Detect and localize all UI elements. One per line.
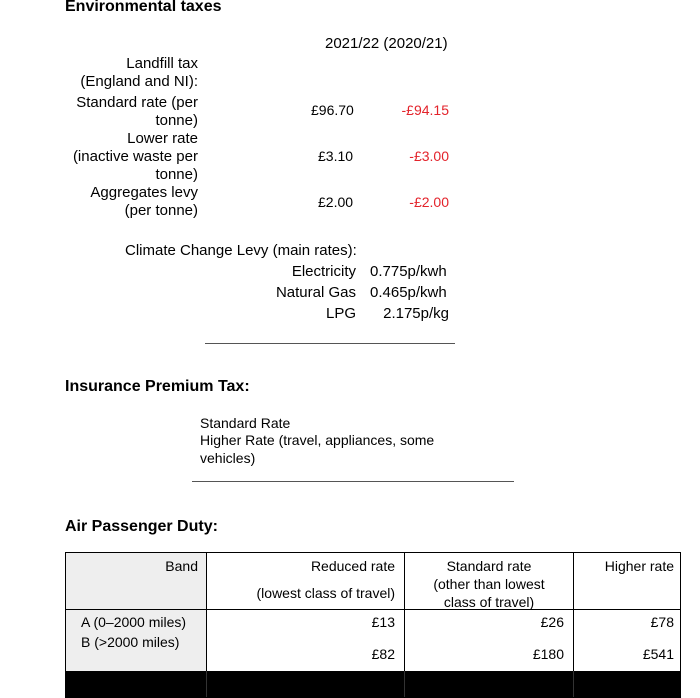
ccl-lpg-rate: 2.175p/kg bbox=[383, 305, 449, 322]
ccl-lpg-label: LPG bbox=[325, 305, 356, 322]
lower-rate-current: £3.10 bbox=[318, 148, 354, 164]
band-a-standard: £26 bbox=[540, 614, 564, 630]
ipt-higher-rate: Higher Rate (travel, appliances, some bbox=[200, 432, 435, 448]
climate-change-levy-heading: Climate Change Levy (main rates): bbox=[125, 242, 357, 259]
band-b-reduced: £82 bbox=[371, 646, 395, 662]
column-divider bbox=[573, 553, 574, 673]
col-header-standard-rate: Standard rate bbox=[446, 558, 532, 574]
col-header-reduced-rate: Reduced rate bbox=[310, 558, 395, 574]
lower-rate-label-end: tonne) bbox=[155, 166, 198, 183]
standard-rate-previous: -£94.15 bbox=[401, 102, 449, 118]
band-a-reduced: £13 bbox=[371, 614, 395, 630]
ccl-electricity-label: Electricity bbox=[291, 263, 356, 280]
aggregates-levy-label-cont: (per tonne) bbox=[124, 202, 198, 219]
air-passenger-duty-table bbox=[65, 552, 681, 698]
band-b-standard: £180 bbox=[532, 646, 564, 662]
column-divider bbox=[206, 553, 207, 673]
aggregates-levy-current: £2.00 bbox=[318, 194, 354, 210]
col-header-higher-rate: Higher rate bbox=[604, 558, 674, 574]
footer-divider bbox=[404, 671, 405, 697]
air-passenger-duty-heading: Air Passenger Duty: bbox=[65, 518, 218, 535]
landfill-sublabel: (England and NI): bbox=[80, 73, 198, 90]
landfill-label: Landfill tax bbox=[126, 55, 198, 72]
section-divider bbox=[192, 481, 514, 482]
standard-rate-label: Standard rate (per bbox=[76, 94, 198, 111]
band-a-label: A (0–2000 miles) bbox=[81, 614, 187, 630]
band-b-label: B (>2000 miles) bbox=[81, 634, 180, 650]
band-b-higher: £541 bbox=[642, 646, 674, 662]
standard-rate-label-cont: tonne) bbox=[155, 112, 198, 129]
ccl-electricity-rate: 0.775p/kwh bbox=[370, 263, 447, 280]
section-divider bbox=[205, 343, 455, 344]
col-header-standard-rate-note-end: class of travel) bbox=[443, 594, 535, 610]
ipt-higher-rate-cont: vehicles) bbox=[200, 450, 256, 466]
band-a-higher: £78 bbox=[650, 614, 674, 630]
footer-divider bbox=[206, 671, 207, 697]
lower-rate-label-cont: (inactive waste per bbox=[72, 148, 198, 165]
footer-divider bbox=[573, 671, 574, 697]
table-footer-bar bbox=[66, 671, 680, 697]
header-divider bbox=[66, 609, 680, 610]
col-header-band: Band bbox=[165, 558, 198, 574]
aggregates-levy-previous: -£2.00 bbox=[409, 194, 449, 210]
insurance-premium-tax-heading: Insurance Premium Tax: bbox=[65, 378, 250, 395]
aggregates-levy-label: Aggregates levy bbox=[90, 184, 198, 201]
lower-rate-label: Lower rate bbox=[127, 130, 198, 147]
ipt-standard-rate: Standard Rate bbox=[200, 415, 291, 431]
ccl-natural-gas-rate: 0.465p/kwh bbox=[370, 284, 447, 301]
ccl-natural-gas-label: Natural Gas bbox=[275, 284, 356, 301]
col-header-standard-rate-note: (other than lowest bbox=[433, 576, 545, 592]
col-header-reduced-rate-note: (lowest class of travel) bbox=[256, 585, 395, 601]
year-header: 2021/22 (2020/21) bbox=[325, 35, 448, 52]
column-divider bbox=[404, 553, 405, 673]
environmental-taxes-heading: Environmental taxes bbox=[65, 0, 222, 15]
standard-rate-current: £96.70 bbox=[311, 102, 354, 118]
lower-rate-previous: -£3.00 bbox=[409, 148, 449, 164]
